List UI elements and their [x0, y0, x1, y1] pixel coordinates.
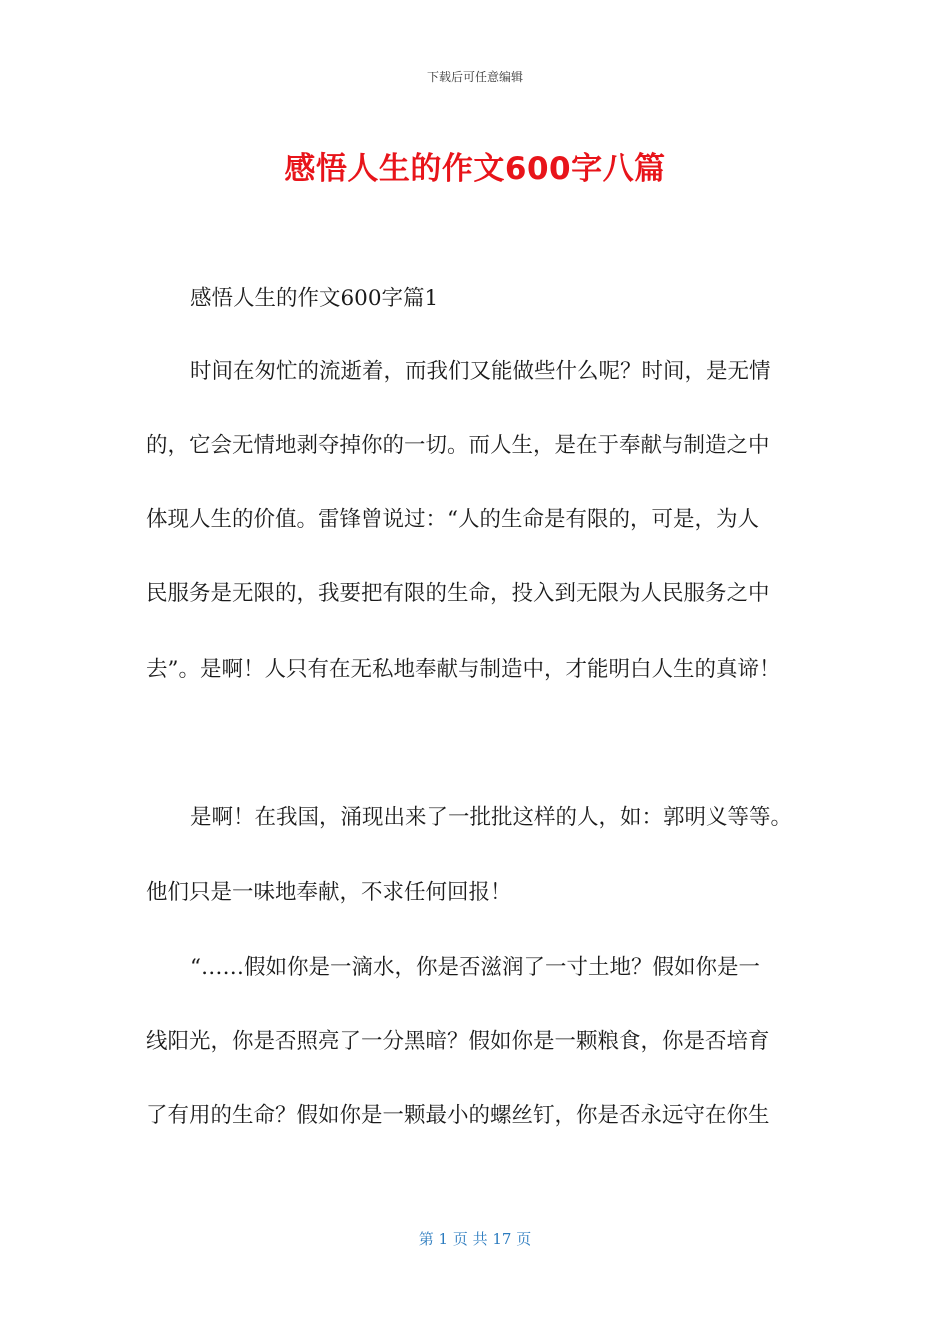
header-note: 下载后可任意编辑 [426, 70, 523, 84]
body-line: 时间在匆忙的流逝着，而我们又能做些什么呢？时间，是无情 [190, 359, 771, 384]
section-heading: 感悟人生的作文600字篇1 [190, 286, 439, 311]
body-line: 去”。是啊！人只有在无私地奉献与制造中，才能明白人生的真谛！ [146, 657, 781, 682]
body-line: 民服务是无限的，我要把有限的生命，投入到无限为人民服务之中 [146, 581, 770, 606]
body-line: 是啊！在我国，涌现出来了一批批这样的人，如：郭明义等等。 [190, 805, 793, 830]
body-line: 他们只是一味地奉献，不求任何回报！ [146, 880, 512, 905]
body-line: “……假如你是一滴水，你是否滋润了一寸土地？假如你是一 [190, 955, 760, 980]
page-footer: 第 1 页 共 17 页 [418, 1230, 532, 1248]
document-title: 感悟人生的作文600字八篇 [284, 151, 666, 187]
body-line: 了有用的生命？假如你是一颗最小的螺丝钉，你是否永远守在你生 [146, 1103, 770, 1128]
body-line: 的，它会无情地剥夺掉你的一切。而人生，是在于奉献与制造之中 [146, 433, 770, 458]
body-line: 线阳光，你是否照亮了一分黑暗？假如你是一颗粮食，你是否培育 [146, 1029, 770, 1054]
body-line: 体现人生的价值。雷锋曾说过：“人的生命是有限的，可是，为人 [146, 507, 759, 532]
